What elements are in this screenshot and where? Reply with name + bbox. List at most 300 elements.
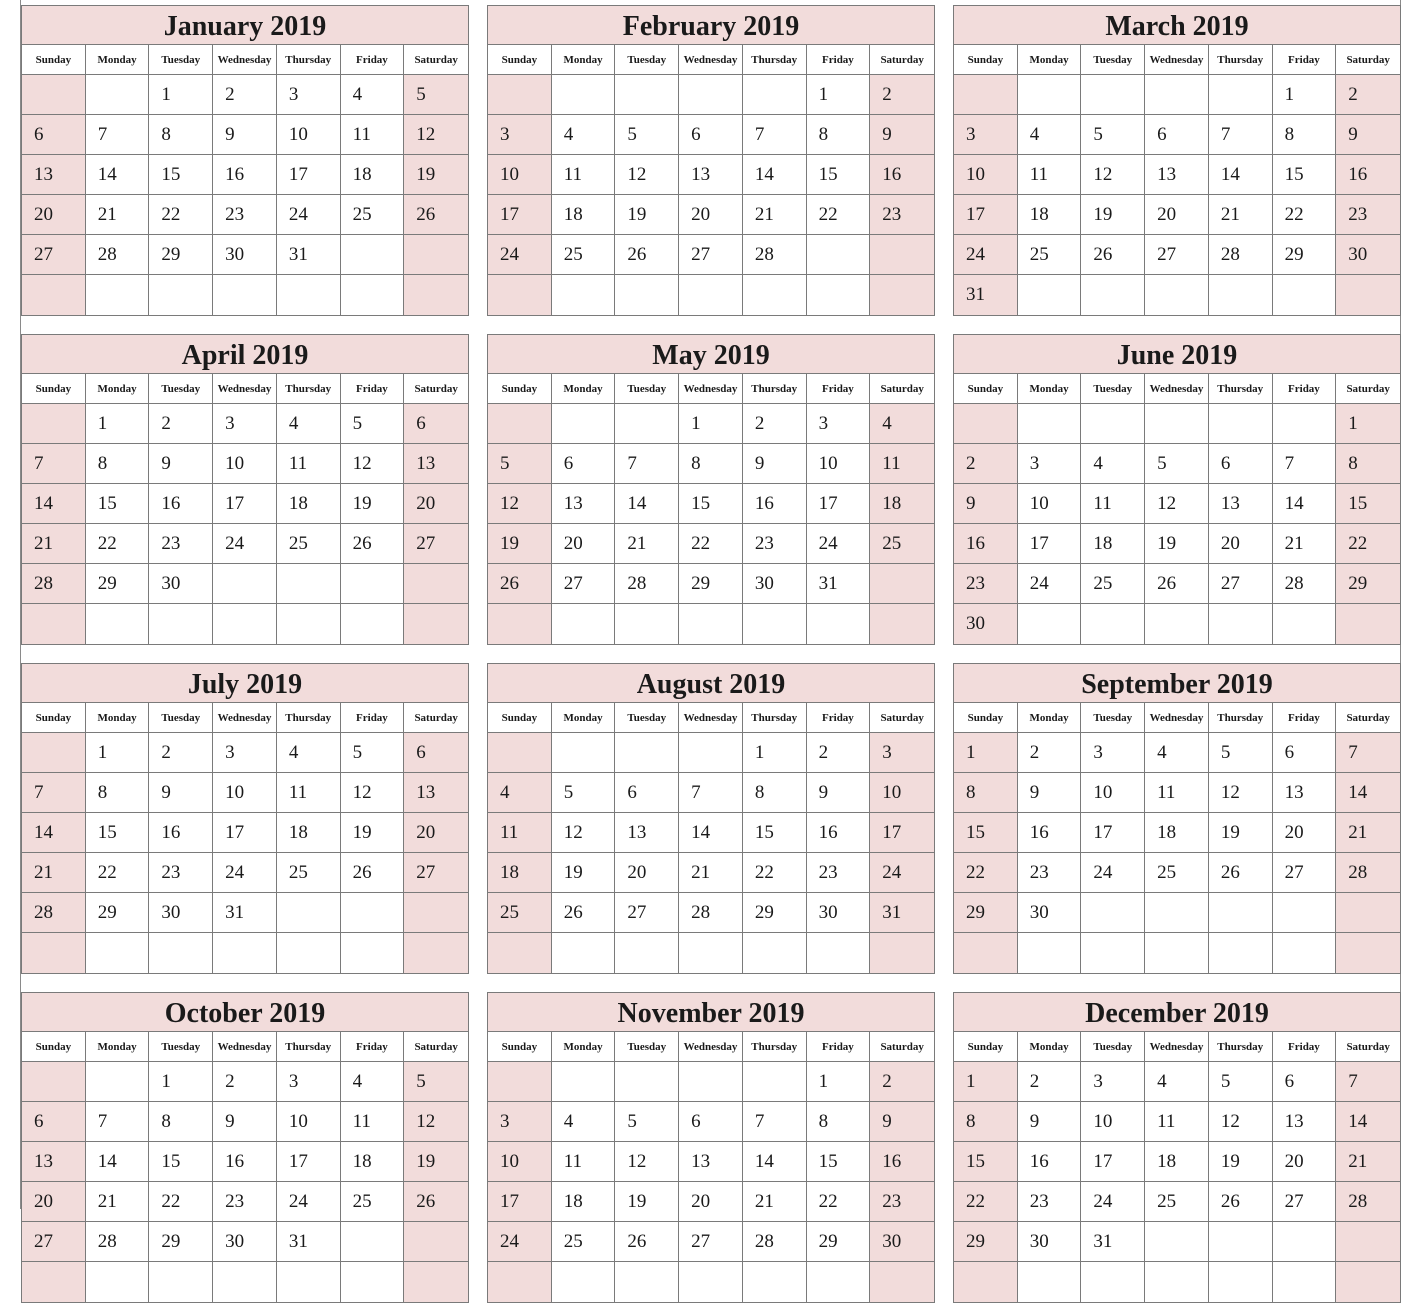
day-cell bbox=[743, 1062, 807, 1102]
day-cell: 24 bbox=[277, 195, 341, 235]
weekday-header: Friday bbox=[1273, 374, 1337, 404]
weekday-header: Tuesday bbox=[615, 1032, 679, 1062]
day-cell: 2 bbox=[743, 404, 807, 444]
month-title: January 2019 bbox=[22, 6, 468, 45]
day-cell bbox=[488, 75, 552, 115]
day-cell: 23 bbox=[870, 195, 934, 235]
weekday-header: Sunday bbox=[22, 1032, 86, 1062]
day-cell: 14 bbox=[1336, 773, 1400, 813]
day-cell bbox=[552, 733, 616, 773]
day-cell: 30 bbox=[1018, 1222, 1082, 1262]
day-cell: 1 bbox=[1336, 404, 1400, 444]
day-cell: 22 bbox=[149, 1182, 213, 1222]
day-cell: 10 bbox=[1081, 773, 1145, 813]
month-grid bbox=[954, 45, 1400, 315]
day-cell: 2 bbox=[807, 733, 871, 773]
day-cell bbox=[341, 604, 405, 644]
day-cell: 17 bbox=[870, 813, 934, 853]
day-cell: 18 bbox=[1081, 524, 1145, 564]
day-cell: 14 bbox=[1336, 1102, 1400, 1142]
day-cell bbox=[1081, 404, 1145, 444]
day-cell: 1 bbox=[743, 733, 807, 773]
day-cell: 21 bbox=[1273, 524, 1337, 564]
weekday-header: Wednesday bbox=[1145, 45, 1209, 75]
day-cell: 24 bbox=[213, 524, 277, 564]
day-cell: 6 bbox=[615, 773, 679, 813]
day-cell: 29 bbox=[86, 564, 150, 604]
day-cell: 5 bbox=[1081, 115, 1145, 155]
weekday-header: Wednesday bbox=[213, 703, 277, 733]
day-cell: 2 bbox=[870, 75, 934, 115]
weekday-header: Wednesday bbox=[213, 374, 277, 404]
day-cell: 6 bbox=[404, 404, 468, 444]
day-cell: 9 bbox=[149, 773, 213, 813]
weekday-header: Friday bbox=[1273, 703, 1337, 733]
weekday-header: Friday bbox=[341, 374, 405, 404]
day-cell bbox=[1081, 275, 1145, 315]
day-cell: 8 bbox=[807, 115, 871, 155]
day-cell: 24 bbox=[488, 1222, 552, 1262]
day-cell bbox=[743, 604, 807, 644]
day-cell bbox=[615, 404, 679, 444]
weekday-header: Tuesday bbox=[149, 1032, 213, 1062]
day-cell: 14 bbox=[743, 1142, 807, 1182]
day-cell: 16 bbox=[870, 1142, 934, 1182]
weekday-header: Wednesday bbox=[1145, 703, 1209, 733]
day-cell bbox=[1018, 604, 1082, 644]
day-cell bbox=[615, 275, 679, 315]
day-cell bbox=[954, 933, 1018, 973]
day-cell: 22 bbox=[1273, 195, 1337, 235]
day-cell bbox=[1336, 893, 1400, 933]
day-cell: 20 bbox=[1273, 813, 1337, 853]
weekday-header: Saturday bbox=[404, 703, 468, 733]
day-cell: 29 bbox=[954, 1222, 1018, 1262]
day-cell: 13 bbox=[22, 155, 86, 195]
weekday-header: Thursday bbox=[1209, 45, 1273, 75]
day-cell: 11 bbox=[341, 115, 405, 155]
weekday-header: Thursday bbox=[277, 1032, 341, 1062]
day-cell: 27 bbox=[679, 1222, 743, 1262]
day-cell: 3 bbox=[488, 115, 552, 155]
day-cell bbox=[213, 564, 277, 604]
day-cell bbox=[1273, 275, 1337, 315]
day-cell: 25 bbox=[552, 1222, 616, 1262]
weekday-header: Saturday bbox=[1336, 374, 1400, 404]
day-cell bbox=[1145, 604, 1209, 644]
day-cell bbox=[807, 275, 871, 315]
day-cell bbox=[615, 733, 679, 773]
weekday-header: Saturday bbox=[870, 45, 934, 75]
day-cell: 25 bbox=[488, 893, 552, 933]
weekday-header: Friday bbox=[807, 374, 871, 404]
day-cell: 1 bbox=[86, 404, 150, 444]
day-cell: 15 bbox=[149, 155, 213, 195]
weekday-header: Sunday bbox=[488, 703, 552, 733]
day-cell: 28 bbox=[1336, 853, 1400, 893]
day-cell bbox=[149, 933, 213, 973]
day-cell: 20 bbox=[22, 1182, 86, 1222]
day-cell bbox=[341, 893, 405, 933]
day-cell bbox=[341, 933, 405, 973]
day-cell: 13 bbox=[615, 813, 679, 853]
day-cell: 5 bbox=[615, 1102, 679, 1142]
day-cell: 12 bbox=[1145, 484, 1209, 524]
day-cell: 31 bbox=[870, 893, 934, 933]
day-cell bbox=[1081, 1262, 1145, 1302]
day-cell bbox=[552, 75, 616, 115]
day-cell: 26 bbox=[488, 564, 552, 604]
day-cell bbox=[22, 404, 86, 444]
day-cell: 8 bbox=[679, 444, 743, 484]
day-cell bbox=[404, 275, 468, 315]
day-cell: 14 bbox=[743, 155, 807, 195]
month-calendar bbox=[953, 334, 1401, 645]
month-calendar bbox=[21, 992, 469, 1303]
day-cell: 4 bbox=[552, 1102, 616, 1142]
day-cell: 13 bbox=[552, 484, 616, 524]
day-cell: 10 bbox=[488, 155, 552, 195]
day-cell bbox=[488, 1262, 552, 1302]
day-cell bbox=[1209, 1222, 1273, 1262]
day-cell bbox=[807, 933, 871, 973]
day-cell: 18 bbox=[341, 155, 405, 195]
day-cell bbox=[615, 604, 679, 644]
day-cell: 30 bbox=[149, 893, 213, 933]
weekday-header: Thursday bbox=[277, 374, 341, 404]
day-cell: 17 bbox=[1018, 524, 1082, 564]
weekday-header: Tuesday bbox=[1081, 45, 1145, 75]
day-cell: 18 bbox=[277, 484, 341, 524]
day-cell bbox=[277, 275, 341, 315]
day-cell: 23 bbox=[743, 524, 807, 564]
day-cell: 29 bbox=[149, 235, 213, 275]
day-cell bbox=[22, 275, 86, 315]
weekday-header: Sunday bbox=[488, 1032, 552, 1062]
day-cell: 4 bbox=[341, 75, 405, 115]
day-cell bbox=[86, 75, 150, 115]
day-cell: 15 bbox=[743, 813, 807, 853]
weekday-header: Monday bbox=[552, 374, 616, 404]
day-cell bbox=[1273, 1222, 1337, 1262]
day-cell bbox=[404, 564, 468, 604]
weekday-header: Saturday bbox=[404, 1032, 468, 1062]
day-cell: 12 bbox=[341, 444, 405, 484]
day-cell: 3 bbox=[488, 1102, 552, 1142]
day-cell: 5 bbox=[488, 444, 552, 484]
day-cell: 29 bbox=[149, 1222, 213, 1262]
day-cell: 29 bbox=[86, 893, 150, 933]
day-cell: 12 bbox=[552, 813, 616, 853]
day-cell bbox=[743, 75, 807, 115]
month-calendar bbox=[953, 5, 1401, 316]
day-cell: 1 bbox=[954, 733, 1018, 773]
day-cell: 9 bbox=[149, 444, 213, 484]
day-cell: 21 bbox=[86, 195, 150, 235]
day-cell: 29 bbox=[1273, 235, 1337, 275]
day-cell: 18 bbox=[277, 813, 341, 853]
day-cell bbox=[341, 275, 405, 315]
day-cell: 9 bbox=[213, 1102, 277, 1142]
weekday-header: Sunday bbox=[22, 703, 86, 733]
day-cell: 9 bbox=[1018, 1102, 1082, 1142]
day-cell: 11 bbox=[870, 444, 934, 484]
day-cell: 21 bbox=[679, 853, 743, 893]
day-cell: 19 bbox=[1209, 813, 1273, 853]
day-cell bbox=[552, 275, 616, 315]
day-cell: 15 bbox=[954, 813, 1018, 853]
day-cell bbox=[488, 275, 552, 315]
weekday-header: Sunday bbox=[954, 703, 1018, 733]
day-cell bbox=[1209, 75, 1273, 115]
day-cell bbox=[277, 604, 341, 644]
day-cell: 11 bbox=[1145, 773, 1209, 813]
day-cell: 25 bbox=[341, 1182, 405, 1222]
day-cell: 24 bbox=[1081, 853, 1145, 893]
day-cell bbox=[1209, 1262, 1273, 1302]
day-cell: 2 bbox=[954, 444, 1018, 484]
month-grid bbox=[22, 45, 468, 315]
day-cell: 29 bbox=[954, 893, 1018, 933]
day-cell: 1 bbox=[807, 1062, 871, 1102]
day-cell bbox=[870, 604, 934, 644]
day-cell bbox=[1273, 1262, 1337, 1302]
day-cell bbox=[488, 604, 552, 644]
day-cell: 20 bbox=[1273, 1142, 1337, 1182]
day-cell: 9 bbox=[870, 1102, 934, 1142]
day-cell: 25 bbox=[1145, 1182, 1209, 1222]
day-cell: 21 bbox=[743, 195, 807, 235]
day-cell bbox=[615, 933, 679, 973]
weekday-header: Friday bbox=[341, 703, 405, 733]
day-cell: 27 bbox=[404, 853, 468, 893]
weekday-header: Sunday bbox=[488, 45, 552, 75]
month-calendar bbox=[953, 992, 1401, 1303]
day-cell: 3 bbox=[807, 404, 871, 444]
day-cell: 24 bbox=[1081, 1182, 1145, 1222]
day-cell: 19 bbox=[341, 813, 405, 853]
day-cell: 9 bbox=[1018, 773, 1082, 813]
weekday-header: Saturday bbox=[870, 1032, 934, 1062]
day-cell bbox=[1273, 404, 1337, 444]
day-cell: 31 bbox=[277, 1222, 341, 1262]
month-grid bbox=[488, 374, 934, 644]
weekday-header: Monday bbox=[86, 703, 150, 733]
day-cell bbox=[213, 275, 277, 315]
day-cell: 11 bbox=[277, 773, 341, 813]
day-cell: 8 bbox=[86, 444, 150, 484]
day-cell: 8 bbox=[149, 115, 213, 155]
day-cell: 14 bbox=[22, 813, 86, 853]
day-cell bbox=[1273, 933, 1337, 973]
month-title: May 2019 bbox=[488, 335, 934, 374]
day-cell: 13 bbox=[679, 1142, 743, 1182]
day-cell bbox=[341, 1222, 405, 1262]
day-cell: 7 bbox=[679, 773, 743, 813]
day-cell: 15 bbox=[807, 155, 871, 195]
day-cell: 16 bbox=[149, 813, 213, 853]
day-cell: 5 bbox=[615, 115, 679, 155]
month-grid bbox=[954, 703, 1400, 973]
day-cell bbox=[954, 404, 1018, 444]
day-cell: 17 bbox=[1081, 1142, 1145, 1182]
day-cell: 29 bbox=[743, 893, 807, 933]
day-cell: 15 bbox=[954, 1142, 1018, 1182]
day-cell bbox=[277, 1262, 341, 1302]
day-cell: 5 bbox=[552, 773, 616, 813]
day-cell bbox=[149, 275, 213, 315]
day-cell bbox=[1145, 1222, 1209, 1262]
weekday-header: Wednesday bbox=[1145, 1032, 1209, 1062]
weekday-header: Wednesday bbox=[1145, 374, 1209, 404]
day-cell: 26 bbox=[552, 893, 616, 933]
month-title: February 2019 bbox=[488, 6, 934, 45]
day-cell: 20 bbox=[22, 195, 86, 235]
day-cell bbox=[341, 235, 405, 275]
day-cell bbox=[404, 235, 468, 275]
day-cell: 19 bbox=[615, 195, 679, 235]
day-cell: 23 bbox=[1018, 1182, 1082, 1222]
day-cell: 12 bbox=[404, 1102, 468, 1142]
day-cell: 25 bbox=[1145, 853, 1209, 893]
day-cell: 19 bbox=[552, 853, 616, 893]
day-cell: 23 bbox=[1336, 195, 1400, 235]
day-cell: 1 bbox=[807, 75, 871, 115]
day-cell: 30 bbox=[743, 564, 807, 604]
day-cell: 11 bbox=[1018, 155, 1082, 195]
day-cell: 21 bbox=[1336, 1142, 1400, 1182]
day-cell: 21 bbox=[1209, 195, 1273, 235]
day-cell: 19 bbox=[1081, 195, 1145, 235]
day-cell bbox=[679, 604, 743, 644]
day-cell bbox=[1336, 933, 1400, 973]
day-cell bbox=[86, 275, 150, 315]
day-cell: 16 bbox=[1018, 813, 1082, 853]
day-cell: 6 bbox=[552, 444, 616, 484]
day-cell bbox=[404, 604, 468, 644]
day-cell bbox=[1018, 275, 1082, 315]
day-cell: 5 bbox=[1209, 1062, 1273, 1102]
day-cell: 22 bbox=[86, 853, 150, 893]
day-cell: 20 bbox=[1209, 524, 1273, 564]
day-cell bbox=[954, 1262, 1018, 1302]
month-title: July 2019 bbox=[22, 664, 468, 703]
weekday-header: Monday bbox=[1018, 45, 1082, 75]
day-cell: 31 bbox=[277, 235, 341, 275]
day-cell: 7 bbox=[1209, 115, 1273, 155]
weekday-header: Wednesday bbox=[679, 45, 743, 75]
day-cell: 28 bbox=[1273, 564, 1337, 604]
day-cell bbox=[404, 1262, 468, 1302]
day-cell: 24 bbox=[807, 524, 871, 564]
weekday-header: Tuesday bbox=[1081, 703, 1145, 733]
day-cell: 7 bbox=[1273, 444, 1337, 484]
day-cell: 22 bbox=[954, 1182, 1018, 1222]
day-cell: 27 bbox=[1145, 235, 1209, 275]
day-cell: 16 bbox=[1018, 1142, 1082, 1182]
day-cell: 22 bbox=[807, 1182, 871, 1222]
weekday-header: Thursday bbox=[743, 374, 807, 404]
day-cell: 21 bbox=[615, 524, 679, 564]
weekday-header: Saturday bbox=[870, 703, 934, 733]
month-grid bbox=[954, 1032, 1400, 1302]
day-cell: 17 bbox=[277, 1142, 341, 1182]
day-cell: 18 bbox=[552, 1182, 616, 1222]
day-cell: 14 bbox=[22, 484, 86, 524]
day-cell: 3 bbox=[1081, 1062, 1145, 1102]
day-cell: 5 bbox=[404, 75, 468, 115]
day-cell: 25 bbox=[870, 524, 934, 564]
day-cell: 12 bbox=[341, 773, 405, 813]
day-cell: 24 bbox=[213, 853, 277, 893]
day-cell: 20 bbox=[1145, 195, 1209, 235]
day-cell: 23 bbox=[807, 853, 871, 893]
day-cell: 7 bbox=[1336, 733, 1400, 773]
day-cell: 22 bbox=[149, 195, 213, 235]
day-cell: 21 bbox=[1336, 813, 1400, 853]
weekday-header: Saturday bbox=[1336, 703, 1400, 733]
day-cell: 18 bbox=[1018, 195, 1082, 235]
day-cell: 12 bbox=[1081, 155, 1145, 195]
day-cell: 15 bbox=[86, 484, 150, 524]
weekday-header: Tuesday bbox=[1081, 374, 1145, 404]
day-cell bbox=[213, 604, 277, 644]
day-cell bbox=[743, 933, 807, 973]
day-cell: 6 bbox=[22, 115, 86, 155]
month-calendar bbox=[953, 663, 1401, 974]
day-cell: 18 bbox=[552, 195, 616, 235]
day-cell: 16 bbox=[807, 813, 871, 853]
day-cell bbox=[807, 1262, 871, 1302]
day-cell: 22 bbox=[1336, 524, 1400, 564]
month-calendar bbox=[21, 334, 469, 645]
weekday-header: Friday bbox=[807, 703, 871, 733]
day-cell: 24 bbox=[870, 853, 934, 893]
day-cell: 7 bbox=[1336, 1062, 1400, 1102]
weekday-header: Friday bbox=[807, 1032, 871, 1062]
weekday-header: Monday bbox=[552, 45, 616, 75]
weekday-header: Monday bbox=[552, 703, 616, 733]
day-cell: 27 bbox=[22, 1222, 86, 1262]
day-cell bbox=[743, 275, 807, 315]
day-cell: 19 bbox=[404, 1142, 468, 1182]
day-cell bbox=[341, 564, 405, 604]
day-cell: 1 bbox=[679, 404, 743, 444]
day-cell: 20 bbox=[404, 484, 468, 524]
day-cell: 15 bbox=[149, 1142, 213, 1182]
day-cell: 13 bbox=[1145, 155, 1209, 195]
day-cell: 7 bbox=[743, 1102, 807, 1142]
month-grid bbox=[954, 374, 1400, 644]
day-cell bbox=[277, 933, 341, 973]
day-cell bbox=[22, 1062, 86, 1102]
day-cell: 26 bbox=[615, 1222, 679, 1262]
day-cell: 28 bbox=[1336, 1182, 1400, 1222]
day-cell: 10 bbox=[488, 1142, 552, 1182]
day-cell: 16 bbox=[870, 155, 934, 195]
day-cell bbox=[488, 404, 552, 444]
day-cell: 16 bbox=[743, 484, 807, 524]
day-cell: 2 bbox=[1336, 75, 1400, 115]
month-title: October 2019 bbox=[22, 993, 468, 1032]
day-cell bbox=[615, 1262, 679, 1302]
day-cell: 17 bbox=[954, 195, 1018, 235]
day-cell bbox=[870, 1262, 934, 1302]
month-calendar bbox=[21, 5, 469, 316]
day-cell: 9 bbox=[870, 115, 934, 155]
day-cell: 30 bbox=[954, 604, 1018, 644]
day-cell bbox=[149, 1262, 213, 1302]
